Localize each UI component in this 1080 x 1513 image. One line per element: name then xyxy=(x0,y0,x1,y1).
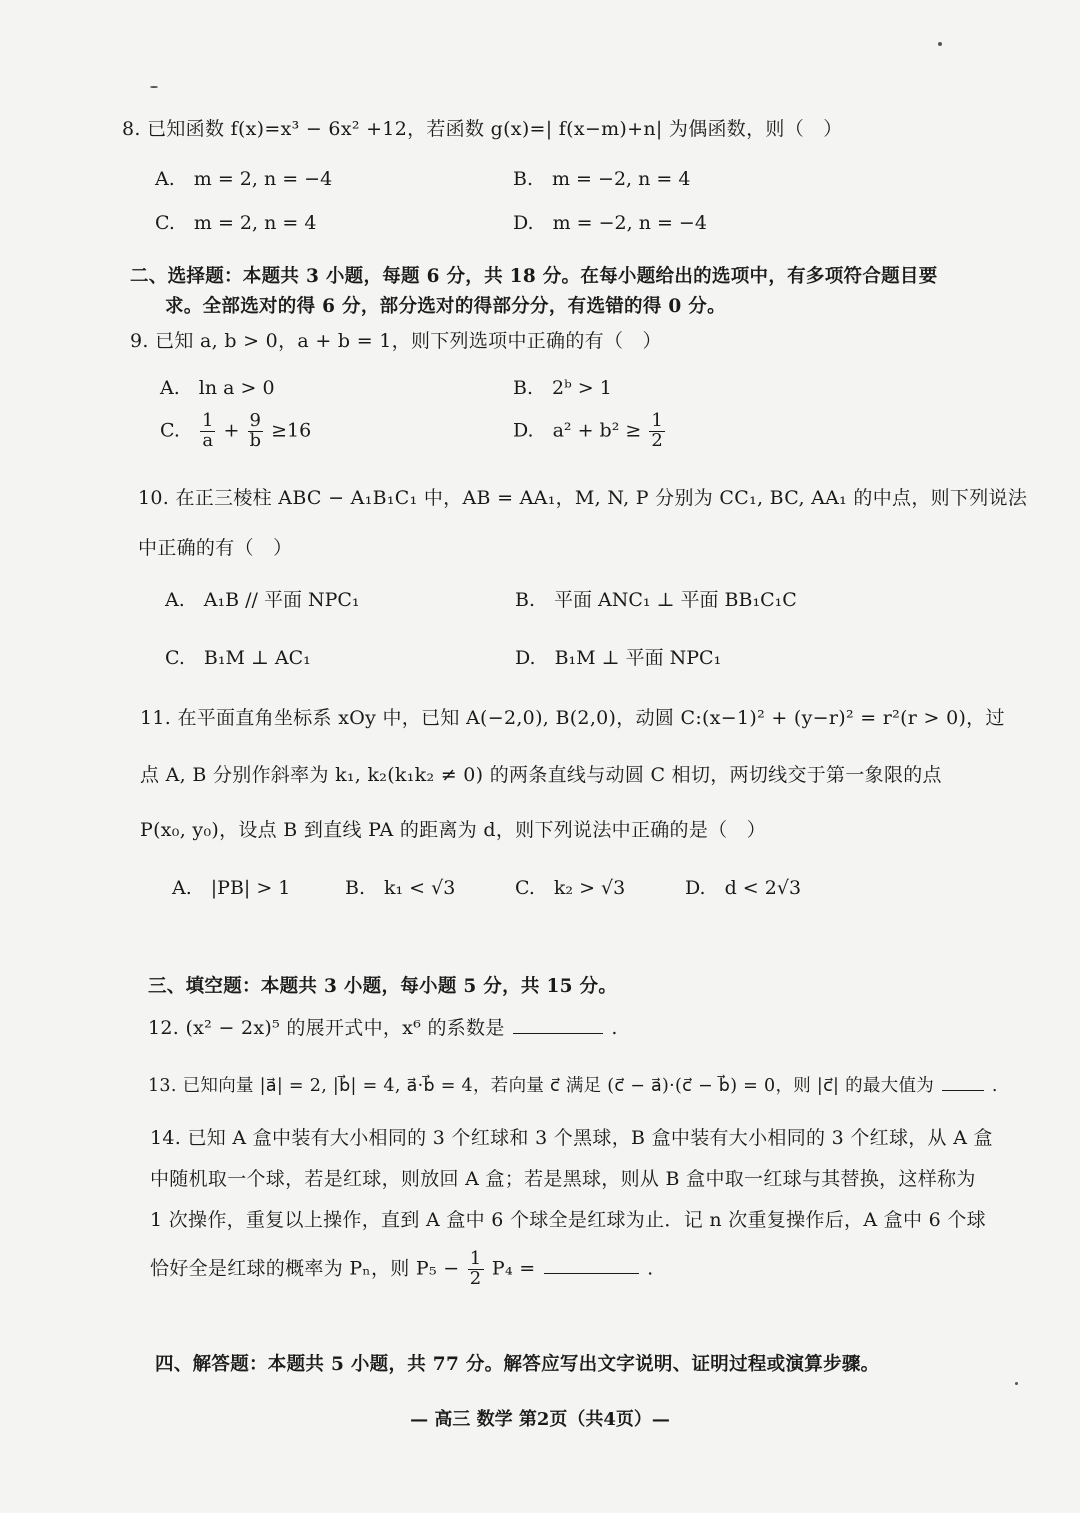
q8-option-d: D. m = −2, n = −4 xyxy=(513,212,707,234)
q14-line2: 中随机取一个球，若是红球，则放回 A 盒；若是黑球，则从 B 盒中取一红球与其替换，这样称为 xyxy=(150,1168,976,1190)
q9-c-fraction-2 xyxy=(248,412,264,451)
q13-period: . xyxy=(991,1076,998,1096)
fraction-denominator: 2 xyxy=(651,429,663,451)
section4-header: 四、解答题：本题共 5 小题，共 77 分。解答应写出文字说明、证明过程或演算步骤。 xyxy=(155,1354,880,1375)
section2-header-line2: 求。全部选对的得 6 分，部分选对的得部分分，有选错的得 0 分。 xyxy=(165,296,726,317)
q11-option-b: B. k₁ < √3 xyxy=(345,877,456,899)
q9-d-fraction xyxy=(649,412,664,451)
q11-stem-line1: 11. 在平面直角坐标系 xOy 中，已知 A(−2,0), B(2,0)，动圆 C:(x−1)² + (y−r)² = r²(r > 0)，过 xyxy=(140,707,1005,729)
q12-text xyxy=(148,1013,618,1040)
page-footer: — 高三 数学 第2页（共4页）— xyxy=(410,1409,670,1430)
q11-option-c: C. k₂ > √3 xyxy=(515,877,626,899)
q8-option-a: A. m = 2, n = −4 xyxy=(155,168,333,190)
q14-answer-blank[interactable] xyxy=(544,1272,639,1274)
q11-stem-line2: 点 A, B 分别作斜率为 k₁, k₂(k₁k₂ ≠ 0) 的两条直线与动圆 C 相切，两切线交于第一象限的点 xyxy=(140,764,942,786)
q14-line4 xyxy=(150,1250,654,1289)
q10-option-b: B. 平面 ANC₁ ⊥ 平面 BB₁C₁C xyxy=(515,589,797,611)
scan-speck xyxy=(150,86,158,88)
section3-header: 三、填空题：本题共 3 小题，每小题 5 分，共 15 分。 xyxy=(148,976,618,997)
q9-option-d xyxy=(513,412,667,451)
q14-period: . xyxy=(647,1257,654,1280)
q9-c-fraction-1 xyxy=(200,412,215,451)
q9-option-c xyxy=(160,412,311,451)
fraction-denominator: a xyxy=(202,429,214,451)
q14-line3: 1 次操作，重复以上操作，直到 A 盒中 6 个球全是红球为止．记 n 次重复操作后，A 盒中 6 个球 xyxy=(150,1209,986,1231)
q14-line4-prefix: 恰好全是红球的概率为 Pₙ，则 P₅ − xyxy=(150,1257,460,1280)
q9-c-plus: + xyxy=(223,419,240,442)
q14-line1: 14. 已知 A 盒中装有大小相同的 3 个红球和 3 个黑球，B 盒中装有大小相同的 3 个红球，从 A 盒 xyxy=(150,1127,993,1149)
q12-stem: 12. (x² − 2x)⁵ 的展开式中，x⁶ 的系数是 xyxy=(148,1017,505,1039)
scan-speck xyxy=(1015,1382,1018,1385)
q11-option-a: A. |PB| > 1 xyxy=(172,877,291,899)
q10-stem-line2: 中正确的有（ ） xyxy=(138,537,293,559)
q10-option-c: C. B₁M ⊥ AC₁ xyxy=(165,647,311,669)
q11-option-d: D. d < 2√3 xyxy=(685,877,802,899)
q11-stem-line3: P(x₀, y₀)，设点 B 到直线 PA 的距离为 d，则下列说法中正确的是（ ） xyxy=(140,819,767,841)
scan-speck xyxy=(938,42,942,46)
q9-d-text: D. a² + b² ≥ xyxy=(513,419,642,442)
fraction-numerator: 1 xyxy=(651,410,663,431)
q8-stem: 8. 已知函数 f(x)=x³ − 6x² +12，若函数 g(x)=| f(x−m)+n| 为偶函数，则（ ） xyxy=(122,118,843,140)
q10-option-d: D. B₁M ⊥ 平面 NPC₁ xyxy=(515,647,722,669)
fraction-numerator: 1 xyxy=(202,410,214,431)
q14-fraction xyxy=(468,1250,484,1289)
q9-option-b: B. 2ᵇ > 1 xyxy=(513,377,612,399)
section2-header-line1: 二、选择题：本题共 3 小题，每题 6 分，共 18 分。在每小题给出的选项中，有多项符合题目要 xyxy=(130,266,938,287)
q10-stem-line1: 10. 在正三棱柱 ABC − A₁B₁C₁ 中，AB = AA₁，M, N, P 分别为 CC₁, BC, AA₁ 的中点，则下列说法 xyxy=(138,487,1028,509)
fraction-numerator: 1 xyxy=(469,1248,482,1269)
q9-option-a: A. ln a > 0 xyxy=(160,377,275,399)
q8-option-c: C. m = 2, n = 4 xyxy=(155,212,317,234)
q13-answer-blank[interactable] xyxy=(942,1089,984,1091)
fraction-denominator: 2 xyxy=(469,1267,482,1289)
q8-option-b: B. m = −2, n = 4 xyxy=(513,168,691,190)
q9-c-label: C. xyxy=(160,419,180,442)
q12-period: . xyxy=(611,1017,618,1039)
q10-option-a: A. A₁B // 平面 NPC₁ xyxy=(165,589,360,611)
q13-text xyxy=(148,1072,998,1097)
fraction-denominator: b xyxy=(249,429,262,451)
q14-line4-suffix: P₄ = xyxy=(491,1257,536,1280)
q13-stem: 13. 已知向量 |a⃗| = 2, |b⃗| = 4, a⃗·b⃗ = 4，若向量 c⃗ 满足 (c⃗ − a⃗)·(c⃗ − b⃗) = 0，则 |c⃗| 的最大值为 xyxy=(148,1076,935,1096)
q12-answer-blank[interactable] xyxy=(513,1032,603,1034)
q9-stem: 9. 已知 a, b > 0，a + b = 1，则下列选项中正确的有（ ） xyxy=(130,330,662,352)
q9-c-suffix: ≥16 xyxy=(271,419,312,442)
fraction-numerator: 9 xyxy=(249,410,261,431)
